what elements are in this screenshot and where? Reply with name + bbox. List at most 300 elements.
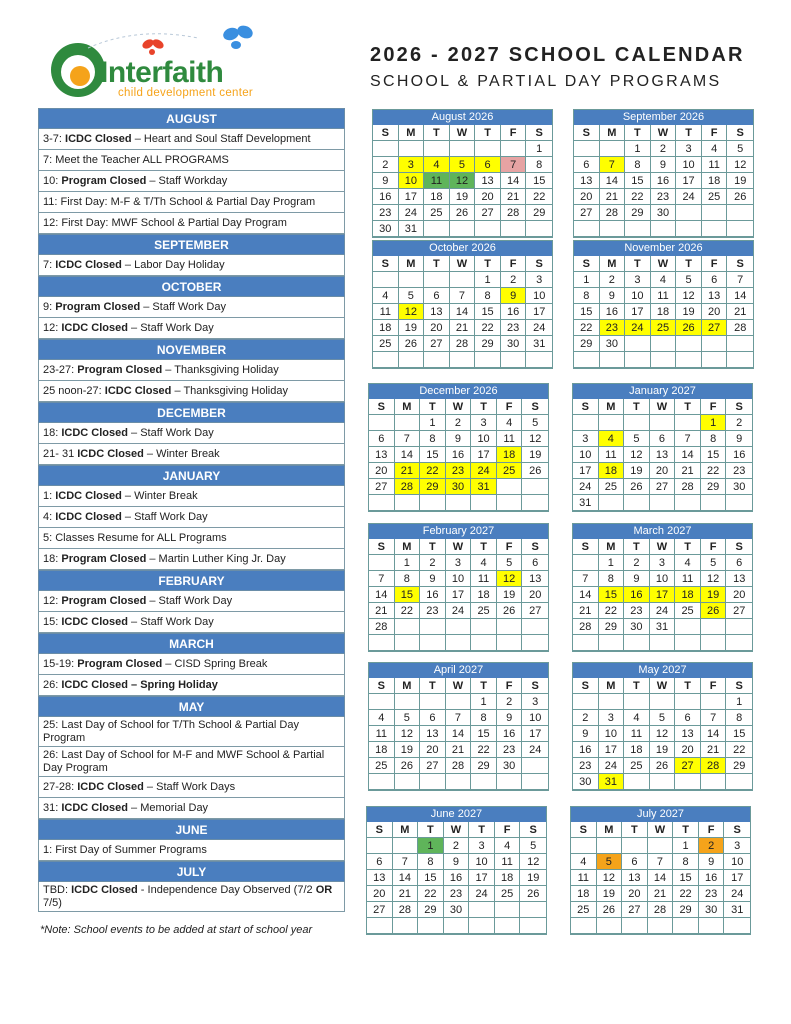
calendar-day: 9 (373, 173, 399, 189)
calendar-day: 3 (650, 555, 676, 571)
calendar-day: 11 (651, 288, 677, 304)
calendar-day: 21 (395, 463, 421, 479)
calendar-day: 12 (395, 726, 421, 742)
day-of-week: W (446, 539, 472, 555)
calendar-day: 18 (471, 587, 497, 603)
calendar-empty-cell (420, 694, 446, 710)
calendar-empty-cell (625, 352, 651, 368)
calendar-empty-cell (522, 635, 548, 651)
logo-subtitle: child development center (118, 87, 254, 99)
event-row: 5: Classes Resume for ALL Programs (38, 528, 345, 549)
calendar-day: 24 (471, 463, 497, 479)
calendar-day: 9 (699, 854, 725, 870)
calendar-day: 5 (497, 555, 523, 571)
calendar-grid (573, 399, 752, 511)
calendar-day: 9 (624, 571, 650, 587)
calendar-day: 23 (444, 886, 470, 902)
calendar-day: 10 (650, 571, 676, 587)
calendar-day: 4 (495, 838, 521, 854)
calendar-day: 1 (471, 694, 497, 710)
calendar-grid (571, 822, 750, 934)
calendar-empty-cell (501, 221, 527, 237)
calendar-day: 17 (446, 587, 472, 603)
calendar-day: 8 (599, 571, 625, 587)
calendar-day: 3 (573, 431, 599, 447)
calendar-empty-cell (624, 415, 650, 431)
calendar-day: 31 (399, 221, 425, 237)
calendar-empty-cell (701, 495, 727, 511)
calendar-day: 26 (624, 479, 650, 495)
calendar-day: 1 (625, 141, 651, 157)
calendar-day: 8 (395, 571, 421, 587)
logo-name: Interfaith (100, 56, 224, 89)
calendar-grid (373, 125, 552, 237)
calendar-day: 25 (373, 336, 399, 352)
calendar-day: 9 (444, 854, 470, 870)
month-calendar (366, 806, 547, 935)
calendar-empty-cell (497, 619, 523, 635)
calendar-day: 11 (571, 870, 597, 886)
calendar-day: 31 (599, 774, 625, 790)
calendar-day: 28 (573, 619, 599, 635)
calendar-day: 20 (367, 886, 393, 902)
month-calendar (368, 523, 549, 652)
calendar-day: 14 (501, 173, 527, 189)
calendar-empty-cell (395, 415, 421, 431)
event-row: 21- 31 ICDC Closed – Winter Break (38, 444, 345, 465)
calendar-day: 3 (526, 272, 552, 288)
calendar-empty-cell (450, 272, 476, 288)
calendar-day: 14 (675, 447, 701, 463)
event-row: 9: Program Closed – Staff Work Day (38, 297, 345, 318)
calendar-day: 30 (446, 479, 472, 495)
calendar-day: 14 (727, 288, 753, 304)
event-row: 26: ICDC Closed – Spring Holiday (38, 675, 345, 696)
calendar-month-title: August 2026 (373, 110, 552, 125)
day-of-week: S (373, 256, 399, 272)
calendar-empty-cell (574, 352, 600, 368)
calendar-day: 31 (526, 336, 552, 352)
calendar-day: 1 (726, 694, 752, 710)
calendar-day: 3 (625, 272, 651, 288)
calendar-day: 9 (573, 726, 599, 742)
calendar-empty-cell (574, 141, 600, 157)
calendar-empty-cell (600, 141, 626, 157)
calendar-day: 11 (702, 157, 728, 173)
calendar-day: 6 (622, 854, 648, 870)
month-heading: JUNE (38, 819, 345, 840)
calendar-day: 15 (726, 726, 752, 742)
calendar-empty-cell (624, 694, 650, 710)
calendar-day: 27 (726, 603, 752, 619)
calendar-grid (574, 256, 753, 368)
month-calendar (372, 240, 553, 369)
calendar-day: 6 (702, 272, 728, 288)
calendar-day: 1 (420, 415, 446, 431)
calendar-day: 20 (475, 189, 501, 205)
calendar-empty-cell (599, 694, 625, 710)
calendar-empty-cell (727, 336, 753, 352)
calendar-day: 14 (446, 726, 472, 742)
calendar-day: 4 (675, 555, 701, 571)
day-of-week: S (369, 399, 395, 415)
calendar-day: 30 (726, 479, 752, 495)
calendar-day: 4 (624, 710, 650, 726)
calendar-day: 16 (624, 587, 650, 603)
calendar-day: 22 (418, 886, 444, 902)
calendar-empty-cell (675, 619, 701, 635)
day-of-week: S (520, 822, 546, 838)
calendar-empty-cell (701, 635, 727, 651)
calendar-day: 16 (501, 304, 527, 320)
calendar-day: 2 (699, 838, 725, 854)
calendar-day: 28 (450, 336, 476, 352)
day-of-week: T (469, 822, 495, 838)
calendar-empty-cell (651, 336, 677, 352)
day-of-week: F (501, 256, 527, 272)
calendar-day: 10 (573, 447, 599, 463)
month-heading: SEPTEMBER (38, 234, 345, 255)
calendar-day: 12 (624, 447, 650, 463)
calendar-day: 17 (650, 587, 676, 603)
calendar-empty-cell (701, 694, 727, 710)
day-of-week: T (675, 399, 701, 415)
day-of-week: T (625, 256, 651, 272)
calendar-empty-cell (650, 694, 676, 710)
calendar-day: 31 (573, 495, 599, 511)
calendar-day: 2 (726, 415, 752, 431)
day-of-week: T (624, 678, 650, 694)
calendar-empty-cell (369, 495, 395, 511)
calendar-empty-cell (369, 415, 395, 431)
calendar-empty-cell (497, 635, 523, 651)
calendar-day: 29 (420, 479, 446, 495)
day-of-week: F (702, 256, 728, 272)
calendar-day: 25 (471, 603, 497, 619)
calendar-day: 13 (650, 447, 676, 463)
calendar-empty-cell (393, 918, 419, 934)
calendar-day: 25 (424, 205, 450, 221)
calendar-day: 27 (702, 320, 728, 336)
calendar-day: 3 (599, 710, 625, 726)
day-of-week: S (727, 125, 753, 141)
calendar-empty-cell (501, 352, 527, 368)
calendar-grid (573, 678, 752, 790)
calendar-day: 5 (522, 415, 548, 431)
calendar-day: 9 (726, 431, 752, 447)
calendar-day: 12 (650, 726, 676, 742)
month-heading: DECEMBER (38, 402, 345, 423)
calendar-empty-cell (424, 272, 450, 288)
event-row: 4: ICDC Closed – Staff Work Day (38, 507, 345, 528)
calendar-day: 20 (369, 463, 395, 479)
calendar-empty-cell (624, 495, 650, 511)
calendar-day: 6 (726, 555, 752, 571)
calendar-day: 29 (574, 336, 600, 352)
calendar-day: 27 (522, 603, 548, 619)
day-of-week: W (446, 399, 472, 415)
page-title: 2026 - 2027 SCHOOL CALENDAR (370, 44, 745, 66)
calendar-empty-cell (469, 918, 495, 934)
calendar-empty-cell (699, 918, 725, 934)
calendar-day: 28 (600, 205, 626, 221)
calendar-day: 14 (573, 587, 599, 603)
calendar-day: 16 (444, 870, 470, 886)
event-row: 18: ICDC Closed – Staff Work Day (38, 423, 345, 444)
calendar-day: 22 (574, 320, 600, 336)
day-of-week: W (650, 539, 676, 555)
calendar-day: 13 (726, 571, 752, 587)
calendar-day: 6 (574, 157, 600, 173)
calendar-day: 17 (522, 726, 548, 742)
calendar-empty-cell (522, 619, 548, 635)
calendar-empty-cell (573, 555, 599, 571)
calendar-empty-cell (600, 352, 626, 368)
event-row: TBD: ICDC Closed - Independence Day Observed (7/2 OR 7/5) (38, 882, 345, 912)
calendar-empty-cell (727, 221, 753, 237)
calendar-day: 19 (650, 742, 676, 758)
month-heading: JULY (38, 861, 345, 882)
day-of-week: S (522, 399, 548, 415)
calendar-day: 19 (597, 886, 623, 902)
calendar-empty-cell (395, 495, 421, 511)
calendar-empty-cell (702, 352, 728, 368)
calendar-empty-cell (395, 635, 421, 651)
calendar-day: 9 (446, 431, 472, 447)
calendar-day: 24 (522, 742, 548, 758)
calendar-empty-cell (676, 336, 702, 352)
calendar-day: 3 (724, 838, 750, 854)
calendar-empty-cell (702, 336, 728, 352)
calendar-day: 13 (369, 447, 395, 463)
day-of-week: S (522, 678, 548, 694)
month-calendar (572, 662, 753, 791)
calendar-day: 25 (702, 189, 728, 205)
month-calendar (573, 240, 754, 369)
calendar-empty-cell (651, 221, 677, 237)
calendar-day: 11 (495, 854, 521, 870)
calendar-day: 13 (702, 288, 728, 304)
day-of-week: T (420, 399, 446, 415)
calendar-empty-cell (726, 774, 752, 790)
calendar-day: 27 (420, 758, 446, 774)
calendar-day: 14 (369, 587, 395, 603)
day-of-week: F (497, 399, 523, 415)
calendar-empty-cell (571, 838, 597, 854)
calendar-day: 4 (424, 157, 450, 173)
calendar-day: 1 (395, 555, 421, 571)
calendar-empty-cell (571, 918, 597, 934)
calendar-day: 26 (450, 205, 476, 221)
calendar-grid (373, 256, 552, 368)
calendar-empty-cell (522, 774, 548, 790)
day-of-week: S (573, 399, 599, 415)
day-of-week: S (573, 678, 599, 694)
calendar-empty-cell (648, 918, 674, 934)
calendar-day: 6 (675, 710, 701, 726)
calendar-month-title: October 2026 (373, 241, 552, 256)
day-of-week: W (450, 125, 476, 141)
calendar-empty-cell (418, 918, 444, 934)
calendar-day: 4 (471, 555, 497, 571)
calendar-day: 24 (526, 320, 552, 336)
calendar-day: 11 (497, 431, 523, 447)
calendar-day: 21 (701, 742, 727, 758)
calendar-day: 7 (446, 710, 472, 726)
calendar-day: 24 (399, 205, 425, 221)
calendar-day: 8 (625, 157, 651, 173)
calendar-day: 14 (393, 870, 419, 886)
calendar-empty-cell (522, 495, 548, 511)
calendar-empty-cell (625, 221, 651, 237)
calendar-day: 29 (599, 619, 625, 635)
calendar-day: 18 (495, 870, 521, 886)
calendar-day: 14 (648, 870, 674, 886)
calendar-day: 2 (600, 272, 626, 288)
calendar-day: 9 (497, 710, 523, 726)
calendar-day: 4 (599, 431, 625, 447)
calendar-day: 8 (701, 431, 727, 447)
calendar-month-title: September 2026 (574, 110, 753, 125)
calendar-day: 27 (574, 205, 600, 221)
event-row: 12: ICDC Closed – Staff Work Day (38, 318, 345, 339)
day-of-week: F (495, 822, 521, 838)
calendar-empty-cell (471, 619, 497, 635)
day-of-week: T (622, 822, 648, 838)
day-of-week: T (475, 256, 501, 272)
calendar-day: 12 (522, 431, 548, 447)
calendar-empty-cell (373, 272, 399, 288)
events-list (38, 108, 345, 912)
calendar-day: 30 (600, 336, 626, 352)
calendar-day: 21 (648, 886, 674, 902)
calendar-day: 16 (651, 173, 677, 189)
day-of-week: S (727, 256, 753, 272)
month-heading: FEBRUARY (38, 570, 345, 591)
day-of-week: T (471, 399, 497, 415)
calendar-day: 18 (497, 447, 523, 463)
calendar-day: 16 (600, 304, 626, 320)
day-of-week: S (571, 822, 597, 838)
event-row: 15: ICDC Closed – Staff Work Day (38, 612, 345, 633)
calendar-day: 17 (471, 447, 497, 463)
day-of-week: M (597, 822, 623, 838)
calendar-day: 30 (699, 902, 725, 918)
red-butterfly-icon (141, 38, 165, 55)
day-of-week: T (420, 678, 446, 694)
calendar-day: 16 (446, 447, 472, 463)
calendar-day: 26 (701, 603, 727, 619)
calendar-day: 29 (673, 902, 699, 918)
day-of-week: S (526, 125, 552, 141)
calendar-empty-cell (446, 619, 472, 635)
calendar-day: 26 (520, 886, 546, 902)
calendar-empty-cell (501, 141, 527, 157)
calendar-day: 18 (571, 886, 597, 902)
calendar-day: 24 (724, 886, 750, 902)
day-of-week: S (726, 678, 752, 694)
calendar-day: 8 (673, 854, 699, 870)
month-heading: NOVEMBER (38, 339, 345, 360)
calendar-day: 7 (675, 431, 701, 447)
calendar-day: 26 (727, 189, 753, 205)
calendar-day: 29 (471, 758, 497, 774)
calendar-grid (573, 539, 752, 651)
calendar-day: 8 (726, 710, 752, 726)
day-of-week: S (526, 256, 552, 272)
calendar-empty-cell (450, 141, 476, 157)
calendar-day: 23 (624, 603, 650, 619)
calendar-day: 2 (373, 157, 399, 173)
calendar-day: 23 (501, 320, 527, 336)
calendar-day: 23 (726, 463, 752, 479)
calendar-day: 15 (625, 173, 651, 189)
day-of-week: W (446, 678, 472, 694)
calendar-day: 28 (701, 758, 727, 774)
calendar-day: 20 (420, 742, 446, 758)
calendar-day: 6 (650, 431, 676, 447)
calendar-day: 15 (526, 173, 552, 189)
calendar-day: 7 (501, 157, 527, 173)
calendar-day: 1 (475, 272, 501, 288)
calendar-day: 20 (726, 587, 752, 603)
calendar-empty-cell (399, 141, 425, 157)
calendar-day: 12 (676, 288, 702, 304)
calendar-day: 28 (727, 320, 753, 336)
calendar-empty-cell (573, 635, 599, 651)
calendar-empty-cell (475, 141, 501, 157)
event-row: 3-7: ICDC Closed – Heart and Soul Staff Development (38, 129, 345, 150)
calendar-day: 21 (727, 304, 753, 320)
calendar-day: 23 (446, 463, 472, 479)
calendar-day: 13 (622, 870, 648, 886)
day-of-week: T (676, 256, 702, 272)
month-heading: AUGUST (38, 108, 345, 129)
calendar-day: 15 (574, 304, 600, 320)
calendar-empty-cell (369, 774, 395, 790)
calendar-day: 6 (522, 555, 548, 571)
calendar-empty-cell (420, 619, 446, 635)
day-of-week: M (395, 539, 421, 555)
calendar-empty-cell (650, 495, 676, 511)
calendar-day: 18 (373, 320, 399, 336)
event-row: 26: Last Day of School for M-F and MWF School & Partial Day Program (38, 747, 345, 777)
calendar-day: 24 (650, 603, 676, 619)
calendar-grid (367, 822, 546, 934)
day-of-week: M (599, 678, 625, 694)
calendar-day: 23 (573, 758, 599, 774)
calendar-day: 1 (701, 415, 727, 431)
calendar-day: 28 (446, 758, 472, 774)
day-of-week: T (675, 678, 701, 694)
event-row: 12: Program Closed – Staff Work Day (38, 591, 345, 612)
calendar-day: 25 (497, 463, 523, 479)
calendar-day: 1 (526, 141, 552, 157)
event-row: 25: Last Day of School for T/Th School & Partial Day Program (38, 717, 345, 747)
calendar-month-title: June 2027 (367, 807, 546, 822)
calendar-day: 3 (399, 157, 425, 173)
calendar-empty-cell (497, 774, 523, 790)
calendar-day: 16 (420, 587, 446, 603)
calendar-day: 24 (599, 758, 625, 774)
calendar-empty-cell (522, 758, 548, 774)
calendar-day: 27 (369, 479, 395, 495)
calendar-day: 5 (676, 272, 702, 288)
calendar-day: 18 (624, 742, 650, 758)
calendar-day: 30 (624, 619, 650, 635)
calendar-day: 11 (624, 726, 650, 742)
calendar-day: 15 (599, 587, 625, 603)
